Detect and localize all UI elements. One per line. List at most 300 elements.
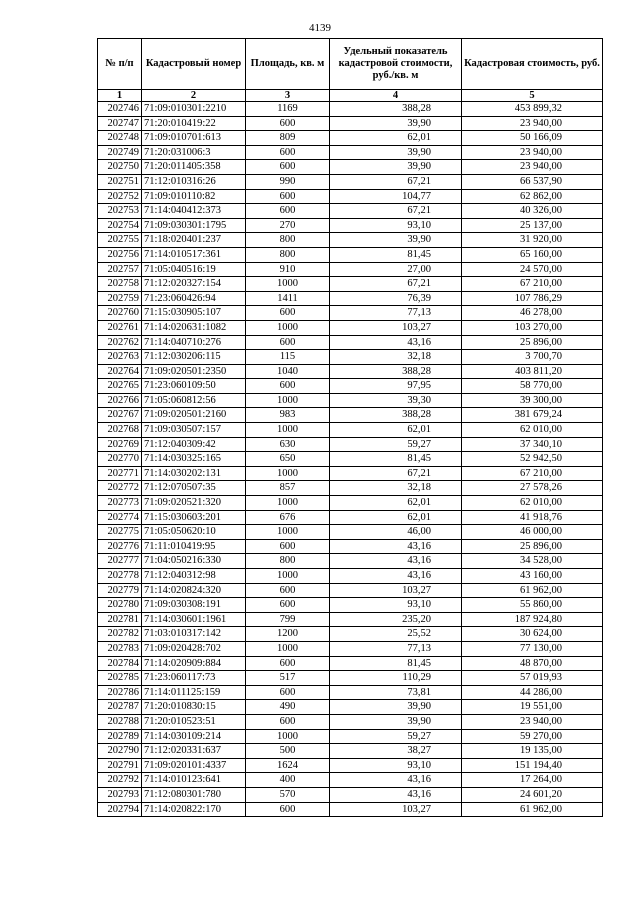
table-row — [98, 145, 603, 160]
cadastral-value-cell: 187 924,80 — [462, 612, 603, 627]
cadastral-number-cell: 71:12:070507:35 — [142, 481, 246, 496]
unit-value-cell: 103,27 — [330, 583, 462, 598]
area-cell: 800 — [246, 554, 330, 569]
row-number-cell: 202756 — [98, 247, 142, 262]
area-cell: 600 — [246, 802, 330, 817]
cadastral-value-cell: 25 896,00 — [462, 539, 603, 554]
cadastral-value-cell: 3 700,70 — [462, 350, 603, 365]
cadastral-number-cell: 71:05:050620:10 — [142, 525, 246, 540]
unit-value-cell: 77,13 — [330, 641, 462, 656]
cadastral-number-cell: 71:14:040412:373 — [142, 204, 246, 219]
area-cell: 800 — [246, 233, 330, 248]
row-number-cell: 202793 — [98, 787, 142, 802]
table-row — [98, 481, 603, 496]
row-number-cell: 202769 — [98, 437, 142, 452]
table-row — [98, 612, 603, 627]
cadastral-number-cell: 71:23:060109:50 — [142, 379, 246, 394]
unit-value-cell: 43,16 — [330, 539, 462, 554]
unit-value-cell: 39,90 — [330, 116, 462, 131]
unit-value-cell: 77,13 — [330, 306, 462, 321]
cadastral-number-cell: 71:14:010123:641 — [142, 773, 246, 788]
unit-value-cell: 39,90 — [330, 714, 462, 729]
unit-value-cell: 62,01 — [330, 423, 462, 438]
cadastral-value-cell: 453 899,32 — [462, 102, 603, 117]
area-cell: 500 — [246, 744, 330, 759]
cadastral-number-cell: 71:14:011125:159 — [142, 685, 246, 700]
area-cell: 600 — [246, 583, 330, 598]
unit-value-cell: 43,16 — [330, 787, 462, 802]
row-number-cell: 202768 — [98, 423, 142, 438]
table-row — [98, 262, 603, 277]
unit-value-cell: 103,27 — [330, 802, 462, 817]
row-number-cell: 202778 — [98, 569, 142, 584]
cadastral-value-cell: 17 264,00 — [462, 773, 603, 788]
table-row — [98, 787, 603, 802]
table-row — [98, 116, 603, 131]
table-row — [98, 773, 603, 788]
unit-value-cell: 39,30 — [330, 393, 462, 408]
area-cell: 650 — [246, 452, 330, 467]
cadastral-value-cell: 24 601,20 — [462, 787, 603, 802]
cadastral-number-cell: 71:12:010316:26 — [142, 174, 246, 189]
row-number-cell: 202792 — [98, 773, 142, 788]
row-number-cell: 202759 — [98, 291, 142, 306]
table-row — [98, 364, 603, 379]
row-number-cell: 202749 — [98, 145, 142, 160]
cadastral-number-cell: 71:09:010301:2210 — [142, 102, 246, 117]
unit-value-cell: 76,39 — [330, 291, 462, 306]
cadastral-value-cell: 151 194,40 — [462, 758, 603, 773]
row-number-cell: 202753 — [98, 204, 142, 219]
row-number-cell: 202755 — [98, 233, 142, 248]
cadastral-number-cell: 71:12:080301:780 — [142, 787, 246, 802]
header-cadastral-number: Кадастровый номер — [142, 39, 246, 90]
cadastral-number-cell: 71:20:010830:15 — [142, 700, 246, 715]
table-row — [98, 539, 603, 554]
row-number-cell: 202775 — [98, 525, 142, 540]
header-unit-value: Удельный показатель кадастровой стоимости, руб./кв. м — [330, 39, 462, 90]
unit-value-cell: 39,90 — [330, 145, 462, 160]
unit-value-cell: 110,29 — [330, 671, 462, 686]
cadastral-number-cell: 71:09:020501:2160 — [142, 408, 246, 423]
column-number-row — [98, 90, 603, 102]
area-cell: 1040 — [246, 364, 330, 379]
row-number-cell: 202787 — [98, 700, 142, 715]
cadastral-number-cell: 71:05:060812:56 — [142, 393, 246, 408]
cadastral-number-cell: 71:14:030601:1961 — [142, 612, 246, 627]
unit-value-cell: 93,10 — [330, 218, 462, 233]
table-body — [98, 102, 603, 817]
area-cell: 1000 — [246, 525, 330, 540]
cadastral-value-cell: 381 679,24 — [462, 408, 603, 423]
row-number-cell: 202763 — [98, 350, 142, 365]
row-number-cell: 202751 — [98, 174, 142, 189]
cadastral-number-cell: 71:18:020401:237 — [142, 233, 246, 248]
row-number-cell: 202750 — [98, 160, 142, 175]
table-row — [98, 320, 603, 335]
row-number-cell: 202758 — [98, 277, 142, 292]
cadastral-value-cell: 103 270,00 — [462, 320, 603, 335]
cadastral-number-cell: 71:14:020631:1082 — [142, 320, 246, 335]
cadastral-value-cell: 62 010,00 — [462, 496, 603, 511]
cadastral-number-cell: 71:09:020521:320 — [142, 496, 246, 511]
row-number-cell: 202752 — [98, 189, 142, 204]
table-row — [98, 802, 603, 817]
table-row — [98, 233, 603, 248]
cadastral-value-cell: 40 326,00 — [462, 204, 603, 219]
unit-value-cell: 81,45 — [330, 452, 462, 467]
area-cell: 910 — [246, 262, 330, 277]
cadastral-number-cell: 71:20:010523:51 — [142, 714, 246, 729]
area-cell: 570 — [246, 787, 330, 802]
row-number-cell: 202776 — [98, 539, 142, 554]
column-number: 5 — [462, 90, 603, 102]
cadastral-number-cell: 71:05:040516:19 — [142, 262, 246, 277]
row-number-cell: 202790 — [98, 744, 142, 759]
row-number-cell: 202773 — [98, 496, 142, 511]
cadastral-number-cell: 71:20:010419:22 — [142, 116, 246, 131]
cadastral-value-cell: 67 210,00 — [462, 466, 603, 481]
cadastral-value-cell: 37 340,10 — [462, 437, 603, 452]
cadastral-value-cell: 55 860,00 — [462, 598, 603, 613]
cadastral-value-cell: 61 962,00 — [462, 802, 603, 817]
area-cell: 1000 — [246, 320, 330, 335]
cadastral-value-cell: 34 528,00 — [462, 554, 603, 569]
cadastral-value-cell: 62 010,00 — [462, 423, 603, 438]
cadastral-value-cell: 77 130,00 — [462, 641, 603, 656]
table-row — [98, 627, 603, 642]
area-cell: 676 — [246, 510, 330, 525]
unit-value-cell: 235,20 — [330, 612, 462, 627]
row-number-cell: 202777 — [98, 554, 142, 569]
cadastral-number-cell: 71:09:020101:4337 — [142, 758, 246, 773]
table-row — [98, 277, 603, 292]
cadastral-value-cell: 25 896,00 — [462, 335, 603, 350]
unit-value-cell: 39,90 — [330, 233, 462, 248]
cadastral-value-cell: 62 862,00 — [462, 189, 603, 204]
unit-value-cell: 388,28 — [330, 408, 462, 423]
area-cell: 490 — [246, 700, 330, 715]
area-cell: 800 — [246, 247, 330, 262]
cadastral-number-cell: 71:14:040710:276 — [142, 335, 246, 350]
area-cell: 990 — [246, 174, 330, 189]
table-row — [98, 700, 603, 715]
table-row — [98, 291, 603, 306]
unit-value-cell: 32,18 — [330, 350, 462, 365]
table-row — [98, 569, 603, 584]
area-cell: 115 — [246, 350, 330, 365]
row-number-cell: 202771 — [98, 466, 142, 481]
unit-value-cell: 104,77 — [330, 189, 462, 204]
table-row — [98, 744, 603, 759]
table-row — [98, 131, 603, 146]
unit-value-cell: 93,10 — [330, 758, 462, 773]
table-row — [98, 758, 603, 773]
row-number-cell: 202761 — [98, 320, 142, 335]
table-row — [98, 641, 603, 656]
cadastral-value-cell: 46 000,00 — [462, 525, 603, 540]
area-cell: 600 — [246, 306, 330, 321]
table-row — [98, 466, 603, 481]
table-row — [98, 160, 603, 175]
cadastral-value-cell: 46 278,00 — [462, 306, 603, 321]
unit-value-cell: 67,21 — [330, 466, 462, 481]
row-number-cell: 202791 — [98, 758, 142, 773]
unit-value-cell: 67,21 — [330, 204, 462, 219]
area-cell: 1000 — [246, 423, 330, 438]
area-cell: 270 — [246, 218, 330, 233]
table-row — [98, 102, 603, 117]
area-cell: 400 — [246, 773, 330, 788]
area-cell: 1411 — [246, 291, 330, 306]
cadastral-number-cell: 71:12:020331:637 — [142, 744, 246, 759]
cadastral-number-cell: 71:23:060117:73 — [142, 671, 246, 686]
row-number-cell: 202765 — [98, 379, 142, 394]
cadastral-value-cell: 403 811,20 — [462, 364, 603, 379]
table-row — [98, 671, 603, 686]
cadastral-value-cell: 59 270,00 — [462, 729, 603, 744]
cadastral-value-cell: 25 137,00 — [462, 218, 603, 233]
unit-value-cell: 39,90 — [330, 700, 462, 715]
table-row — [98, 379, 603, 394]
table-row — [98, 685, 603, 700]
area-cell: 600 — [246, 145, 330, 160]
area-cell: 600 — [246, 539, 330, 554]
cadastral-value-cell: 44 286,00 — [462, 685, 603, 700]
area-cell: 1000 — [246, 496, 330, 511]
area-cell: 1000 — [246, 277, 330, 292]
unit-value-cell: 81,45 — [330, 247, 462, 262]
unit-value-cell: 43,16 — [330, 569, 462, 584]
cadastral-number-cell: 71:12:040312:98 — [142, 569, 246, 584]
area-cell: 983 — [246, 408, 330, 423]
area-cell: 600 — [246, 598, 330, 613]
cadastral-number-cell: 71:14:020824:320 — [142, 583, 246, 598]
cadastral-value-cell: 52 942,50 — [462, 452, 603, 467]
row-number-cell: 202760 — [98, 306, 142, 321]
table-row — [98, 554, 603, 569]
cadastral-number-cell: 71:12:040309:42 — [142, 437, 246, 452]
area-cell: 600 — [246, 379, 330, 394]
area-cell: 600 — [246, 116, 330, 131]
area-cell: 600 — [246, 685, 330, 700]
area-cell: 1000 — [246, 641, 330, 656]
cadastral-number-cell: 71:09:020428:702 — [142, 641, 246, 656]
table-row — [98, 393, 603, 408]
cadastral-number-cell: 71:14:030202:131 — [142, 466, 246, 481]
row-number-cell: 202774 — [98, 510, 142, 525]
unit-value-cell: 388,28 — [330, 102, 462, 117]
cadastral-value-cell: 27 578,26 — [462, 481, 603, 496]
cadastral-number-cell: 71:09:030308:191 — [142, 598, 246, 613]
table-row — [98, 525, 603, 540]
cadastral-number-cell: 71:09:030507:157 — [142, 423, 246, 438]
table-row — [98, 714, 603, 729]
row-number-cell: 202782 — [98, 627, 142, 642]
area-cell: 1000 — [246, 466, 330, 481]
row-number-cell: 202784 — [98, 656, 142, 671]
cadastral-number-cell: 71:14:030325:165 — [142, 452, 246, 467]
unit-value-cell: 43,16 — [330, 773, 462, 788]
unit-value-cell: 67,21 — [330, 174, 462, 189]
cadastral-table — [97, 38, 603, 817]
area-cell: 600 — [246, 189, 330, 204]
cadastral-value-cell: 19 551,00 — [462, 700, 603, 715]
cadastral-number-cell: 71:09:020501:2350 — [142, 364, 246, 379]
table-row — [98, 218, 603, 233]
cadastral-number-cell: 71:12:030206:115 — [142, 350, 246, 365]
row-number-cell: 202747 — [98, 116, 142, 131]
row-number-cell: 202780 — [98, 598, 142, 613]
unit-value-cell: 67,21 — [330, 277, 462, 292]
unit-value-cell: 27,00 — [330, 262, 462, 277]
row-number-cell: 202754 — [98, 218, 142, 233]
unit-value-cell: 73,81 — [330, 685, 462, 700]
unit-value-cell: 25,52 — [330, 627, 462, 642]
cadastral-number-cell: 71:09:030301:1795 — [142, 218, 246, 233]
area-cell: 1169 — [246, 102, 330, 117]
unit-value-cell: 38,27 — [330, 744, 462, 759]
table-row — [98, 656, 603, 671]
cadastral-value-cell: 48 870,00 — [462, 656, 603, 671]
table-row — [98, 204, 603, 219]
row-number-cell: 202785 — [98, 671, 142, 686]
column-number: 3 — [246, 90, 330, 102]
unit-value-cell: 46,00 — [330, 525, 462, 540]
unit-value-cell: 62,01 — [330, 131, 462, 146]
header-area: Площадь, кв. м — [246, 39, 330, 90]
unit-value-cell: 93,10 — [330, 598, 462, 613]
unit-value-cell: 43,16 — [330, 335, 462, 350]
cadastral-value-cell: 23 940,00 — [462, 116, 603, 131]
cadastral-value-cell: 57 019,93 — [462, 671, 603, 686]
unit-value-cell: 388,28 — [330, 364, 462, 379]
cadastral-value-cell: 65 160,00 — [462, 247, 603, 262]
unit-value-cell: 62,01 — [330, 510, 462, 525]
table-row — [98, 437, 603, 452]
unit-value-cell: 32,18 — [330, 481, 462, 496]
unit-value-cell: 62,01 — [330, 496, 462, 511]
table-row — [98, 174, 603, 189]
header-row-number: № п/п — [98, 39, 142, 90]
table-row — [98, 583, 603, 598]
row-number-cell: 202789 — [98, 729, 142, 744]
row-number-cell: 202748 — [98, 131, 142, 146]
cadastral-value-cell: 66 537,90 — [462, 174, 603, 189]
cadastral-value-cell: 107 786,29 — [462, 291, 603, 306]
row-number-cell: 202766 — [98, 393, 142, 408]
cadastral-number-cell: 71:14:010517:361 — [142, 247, 246, 262]
cadastral-value-cell: 19 135,00 — [462, 744, 603, 759]
cadastral-number-cell: 71:14:020909:884 — [142, 656, 246, 671]
row-number-cell: 202762 — [98, 335, 142, 350]
row-number-cell: 202764 — [98, 364, 142, 379]
area-cell: 600 — [246, 160, 330, 175]
unit-value-cell: 59,27 — [330, 437, 462, 452]
cadastral-number-cell: 71:03:010317:142 — [142, 627, 246, 642]
cadastral-value-cell: 39 300,00 — [462, 393, 603, 408]
area-cell: 600 — [246, 204, 330, 219]
table-row — [98, 189, 603, 204]
area-cell: 1000 — [246, 393, 330, 408]
cadastral-value-cell: 23 940,00 — [462, 145, 603, 160]
row-number-cell: 202772 — [98, 481, 142, 496]
cadastral-value-cell: 61 962,00 — [462, 583, 603, 598]
row-number-cell: 202788 — [98, 714, 142, 729]
table-row — [98, 408, 603, 423]
unit-value-cell: 39,90 — [330, 160, 462, 175]
header-row — [98, 39, 603, 90]
column-number: 1 — [98, 90, 142, 102]
cadastral-value-cell: 58 770,00 — [462, 379, 603, 394]
cadastral-value-cell: 43 160,00 — [462, 569, 603, 584]
row-number-cell: 202770 — [98, 452, 142, 467]
unit-value-cell: 59,27 — [330, 729, 462, 744]
area-cell: 600 — [246, 335, 330, 350]
row-number-cell: 202767 — [98, 408, 142, 423]
row-number-cell: 202757 — [98, 262, 142, 277]
cadastral-value-cell: 24 570,00 — [462, 262, 603, 277]
area-cell: 857 — [246, 481, 330, 496]
cadastral-value-cell: 30 624,00 — [462, 627, 603, 642]
row-number-cell: 202746 — [98, 102, 142, 117]
cadastral-value-cell: 67 210,00 — [462, 277, 603, 292]
cadastral-value-cell: 23 940,00 — [462, 714, 603, 729]
row-number-cell: 202781 — [98, 612, 142, 627]
area-cell: 1000 — [246, 729, 330, 744]
cadastral-number-cell: 71:15:030905:107 — [142, 306, 246, 321]
table-row — [98, 247, 603, 262]
area-cell: 630 — [246, 437, 330, 452]
table-row — [98, 729, 603, 744]
area-cell: 799 — [246, 612, 330, 627]
area-cell: 1624 — [246, 758, 330, 773]
cadastral-number-cell: 71:04:050216:330 — [142, 554, 246, 569]
row-number-cell: 202779 — [98, 583, 142, 598]
row-number-cell: 202786 — [98, 685, 142, 700]
area-cell: 600 — [246, 656, 330, 671]
area-cell: 600 — [246, 714, 330, 729]
cadastral-value-cell: 50 166,09 — [462, 131, 603, 146]
table-row — [98, 306, 603, 321]
cadastral-number-cell: 71:20:011405:358 — [142, 160, 246, 175]
cadastral-value-cell: 41 918,76 — [462, 510, 603, 525]
header-cadastral-value: Кадастровая стоимость, руб. — [462, 39, 603, 90]
column-number: 2 — [142, 90, 246, 102]
area-cell: 809 — [246, 131, 330, 146]
unit-value-cell: 81,45 — [330, 656, 462, 671]
table-row — [98, 423, 603, 438]
cadastral-number-cell: 71:23:060426:94 — [142, 291, 246, 306]
cadastral-number-cell: 71:14:030109:214 — [142, 729, 246, 744]
cadastral-number-cell: 71:14:020822:170 — [142, 802, 246, 817]
column-number: 4 — [330, 90, 462, 102]
area-cell: 1000 — [246, 569, 330, 584]
cadastral-number-cell: 71:09:010110:82 — [142, 189, 246, 204]
cadastral-number-cell: 71:12:020327:154 — [142, 277, 246, 292]
cadastral-number-cell: 71:15:030603:201 — [142, 510, 246, 525]
row-number-cell: 202783 — [98, 641, 142, 656]
row-number-cell: 202794 — [98, 802, 142, 817]
area-cell: 517 — [246, 671, 330, 686]
cadastral-value-cell: 31 920,00 — [462, 233, 603, 248]
page-number: 4139 — [309, 22, 331, 34]
unit-value-cell: 43,16 — [330, 554, 462, 569]
cadastral-value-cell: 23 940,00 — [462, 160, 603, 175]
table-row — [98, 452, 603, 467]
table-row — [98, 510, 603, 525]
cadastral-number-cell: 71:20:031006:3 — [142, 145, 246, 160]
